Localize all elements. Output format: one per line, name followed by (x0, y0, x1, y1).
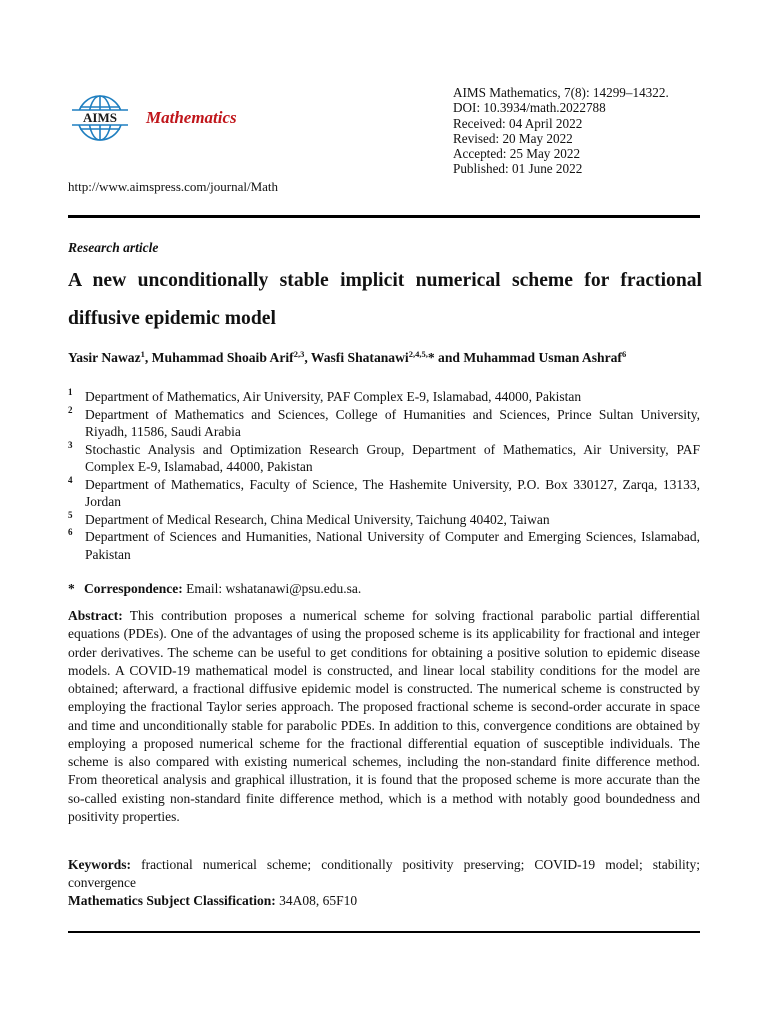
meta-citation: AIMS Mathematics, 7(8): 14299–14322. (453, 85, 669, 100)
keywords-label: Keywords: (68, 857, 131, 872)
author-list (68, 350, 708, 366)
article-title: A new unconditionally stable implicit numerical scheme for fractional diffusive epidemic model (68, 270, 702, 329)
correspondence-label: Correspondence: (84, 581, 183, 596)
journal-name: Mathematics (146, 108, 237, 127)
abstract-label: Abstract: (68, 608, 123, 623)
abstract (68, 607, 700, 826)
footer-divider (68, 931, 700, 933)
author-separator: , (304, 350, 311, 365)
affiliation-list (68, 388, 700, 563)
affiliation-number: 4 (68, 474, 73, 485)
publication-meta (453, 85, 669, 177)
aims-logo (70, 92, 130, 144)
globe-icon (70, 92, 130, 144)
author-separator: , (144, 350, 152, 365)
affiliation-text: Department of Mathematics and Sciences, College of Humanities and Sciences, Prince Sultan University, Riyadh, 11586, Saudi Arabia (85, 406, 700, 439)
author-name: Yasir Nawaz (68, 350, 141, 365)
author-affil-sup: 2,3 (293, 349, 305, 359)
affiliation-item (68, 476, 700, 511)
keywords-text: fractional numerical scheme; conditionally positivity preserving; COVID-19 model; stability; convergence (68, 857, 701, 890)
affiliation-text: Department of Mathematics, Faculty of Science, The Hashemite University, P.O. Box 330127, Zarqa, 13133, Jordan (85, 476, 700, 509)
keywords (68, 856, 700, 891)
affiliation-item (68, 441, 700, 476)
author-name: Wasfi Shatanawi (310, 350, 409, 365)
logo-text: AIMS (83, 110, 117, 125)
author-separator: * and (427, 350, 464, 365)
meta-received: Received: 04 April 2022 (453, 115, 583, 131)
journal-url[interactable]: http://www.aimspress.com/journal/Math (68, 179, 279, 194)
author-affil-sup: 2,4,5, (408, 349, 428, 359)
affiliation-text: Department of Sciences and Humanities, National University of Computer and Emerging Sciences, Islamabad, Pakistan (85, 529, 700, 562)
affiliation-text: Stochastic Analysis and Optimization Research Group, Department of Mathematics, Air University, PAF Complex E-9, Islamabad, 44000, Pakistan (85, 441, 700, 474)
meta-doi: DOI: 10.3934/math.2022788 (453, 100, 606, 116)
affiliation-number: 1 (68, 387, 73, 397)
abstract-text: This contribution proposes a numerical scheme for solving fractional parabolic partial differential equations (PDEs). One of the advantages of using the proposed scheme is its applicability for fractional and integer order derivatives. The scheme can be useful to get conditions for obtaining a positive solution to epidemic disease models. A COVID-19 mathematical model is constructed, and linear local stability conditions for the model are obtained; afterward, a fractional diffusive epidemic model is constructed. The numerical scheme is constructed by employing the fractional Taylor series approach. The proposed fractional scheme is second-order accurate in space and time and unconditionally stable for parabolic PDEs. In addition to this, convergence conditions are obtained by employing a proposed numerical scheme for the fractional differential equation of susceptible individuals. The scheme is also compared with existing numerical schemes, including the non-standard finite difference method. From theoretical analysis and graphical illustration, it is found that the proposed scheme is more accurate than the so-called existing non-standard finite difference method, which is a method with notably good boundedness and positivity properties. (68, 608, 700, 824)
affiliation-number: 2 (68, 404, 73, 415)
header-divider (68, 215, 700, 218)
msc-text: 34A08, 65F10 (279, 893, 358, 908)
author-affil-sup: 1 (140, 349, 145, 359)
correspondence-star: * (68, 581, 75, 596)
author-name: Muhammad Usman Ashraf (463, 350, 622, 365)
author-affil-sup: 6 (621, 349, 627, 359)
subject-classification (68, 893, 357, 909)
affiliation-number: 5 (68, 509, 73, 520)
affiliation-item (68, 406, 700, 441)
correspondence-email[interactable]: Email: wshatanawi@psu.edu.sa. (186, 581, 362, 596)
affiliation-number: 6 (68, 527, 73, 537)
affiliation-item (68, 528, 700, 563)
author-name: Muhammad Shoaib Arif (151, 350, 294, 365)
article-type: Research article (68, 240, 159, 255)
meta-revised: Revised: 20 May 2022 (453, 130, 573, 146)
affiliation-text: Department of Medical Research, China Medical University, Taichung 40402, Taiwan (85, 511, 550, 527)
affiliation-text: Department of Mathematics, Air University, PAF Complex E-9, Islamabad, 44000, Pakistan (85, 389, 582, 404)
msc-label: Mathematics Subject Classification: (68, 893, 276, 908)
affiliation-item (68, 388, 700, 406)
correspondence (68, 581, 361, 597)
affiliation-item (68, 511, 700, 529)
meta-published: Published: 01 June 2022 (453, 161, 583, 177)
affiliation-number: 3 (68, 439, 73, 450)
meta-accepted: Accepted: 25 May 2022 (453, 146, 581, 162)
